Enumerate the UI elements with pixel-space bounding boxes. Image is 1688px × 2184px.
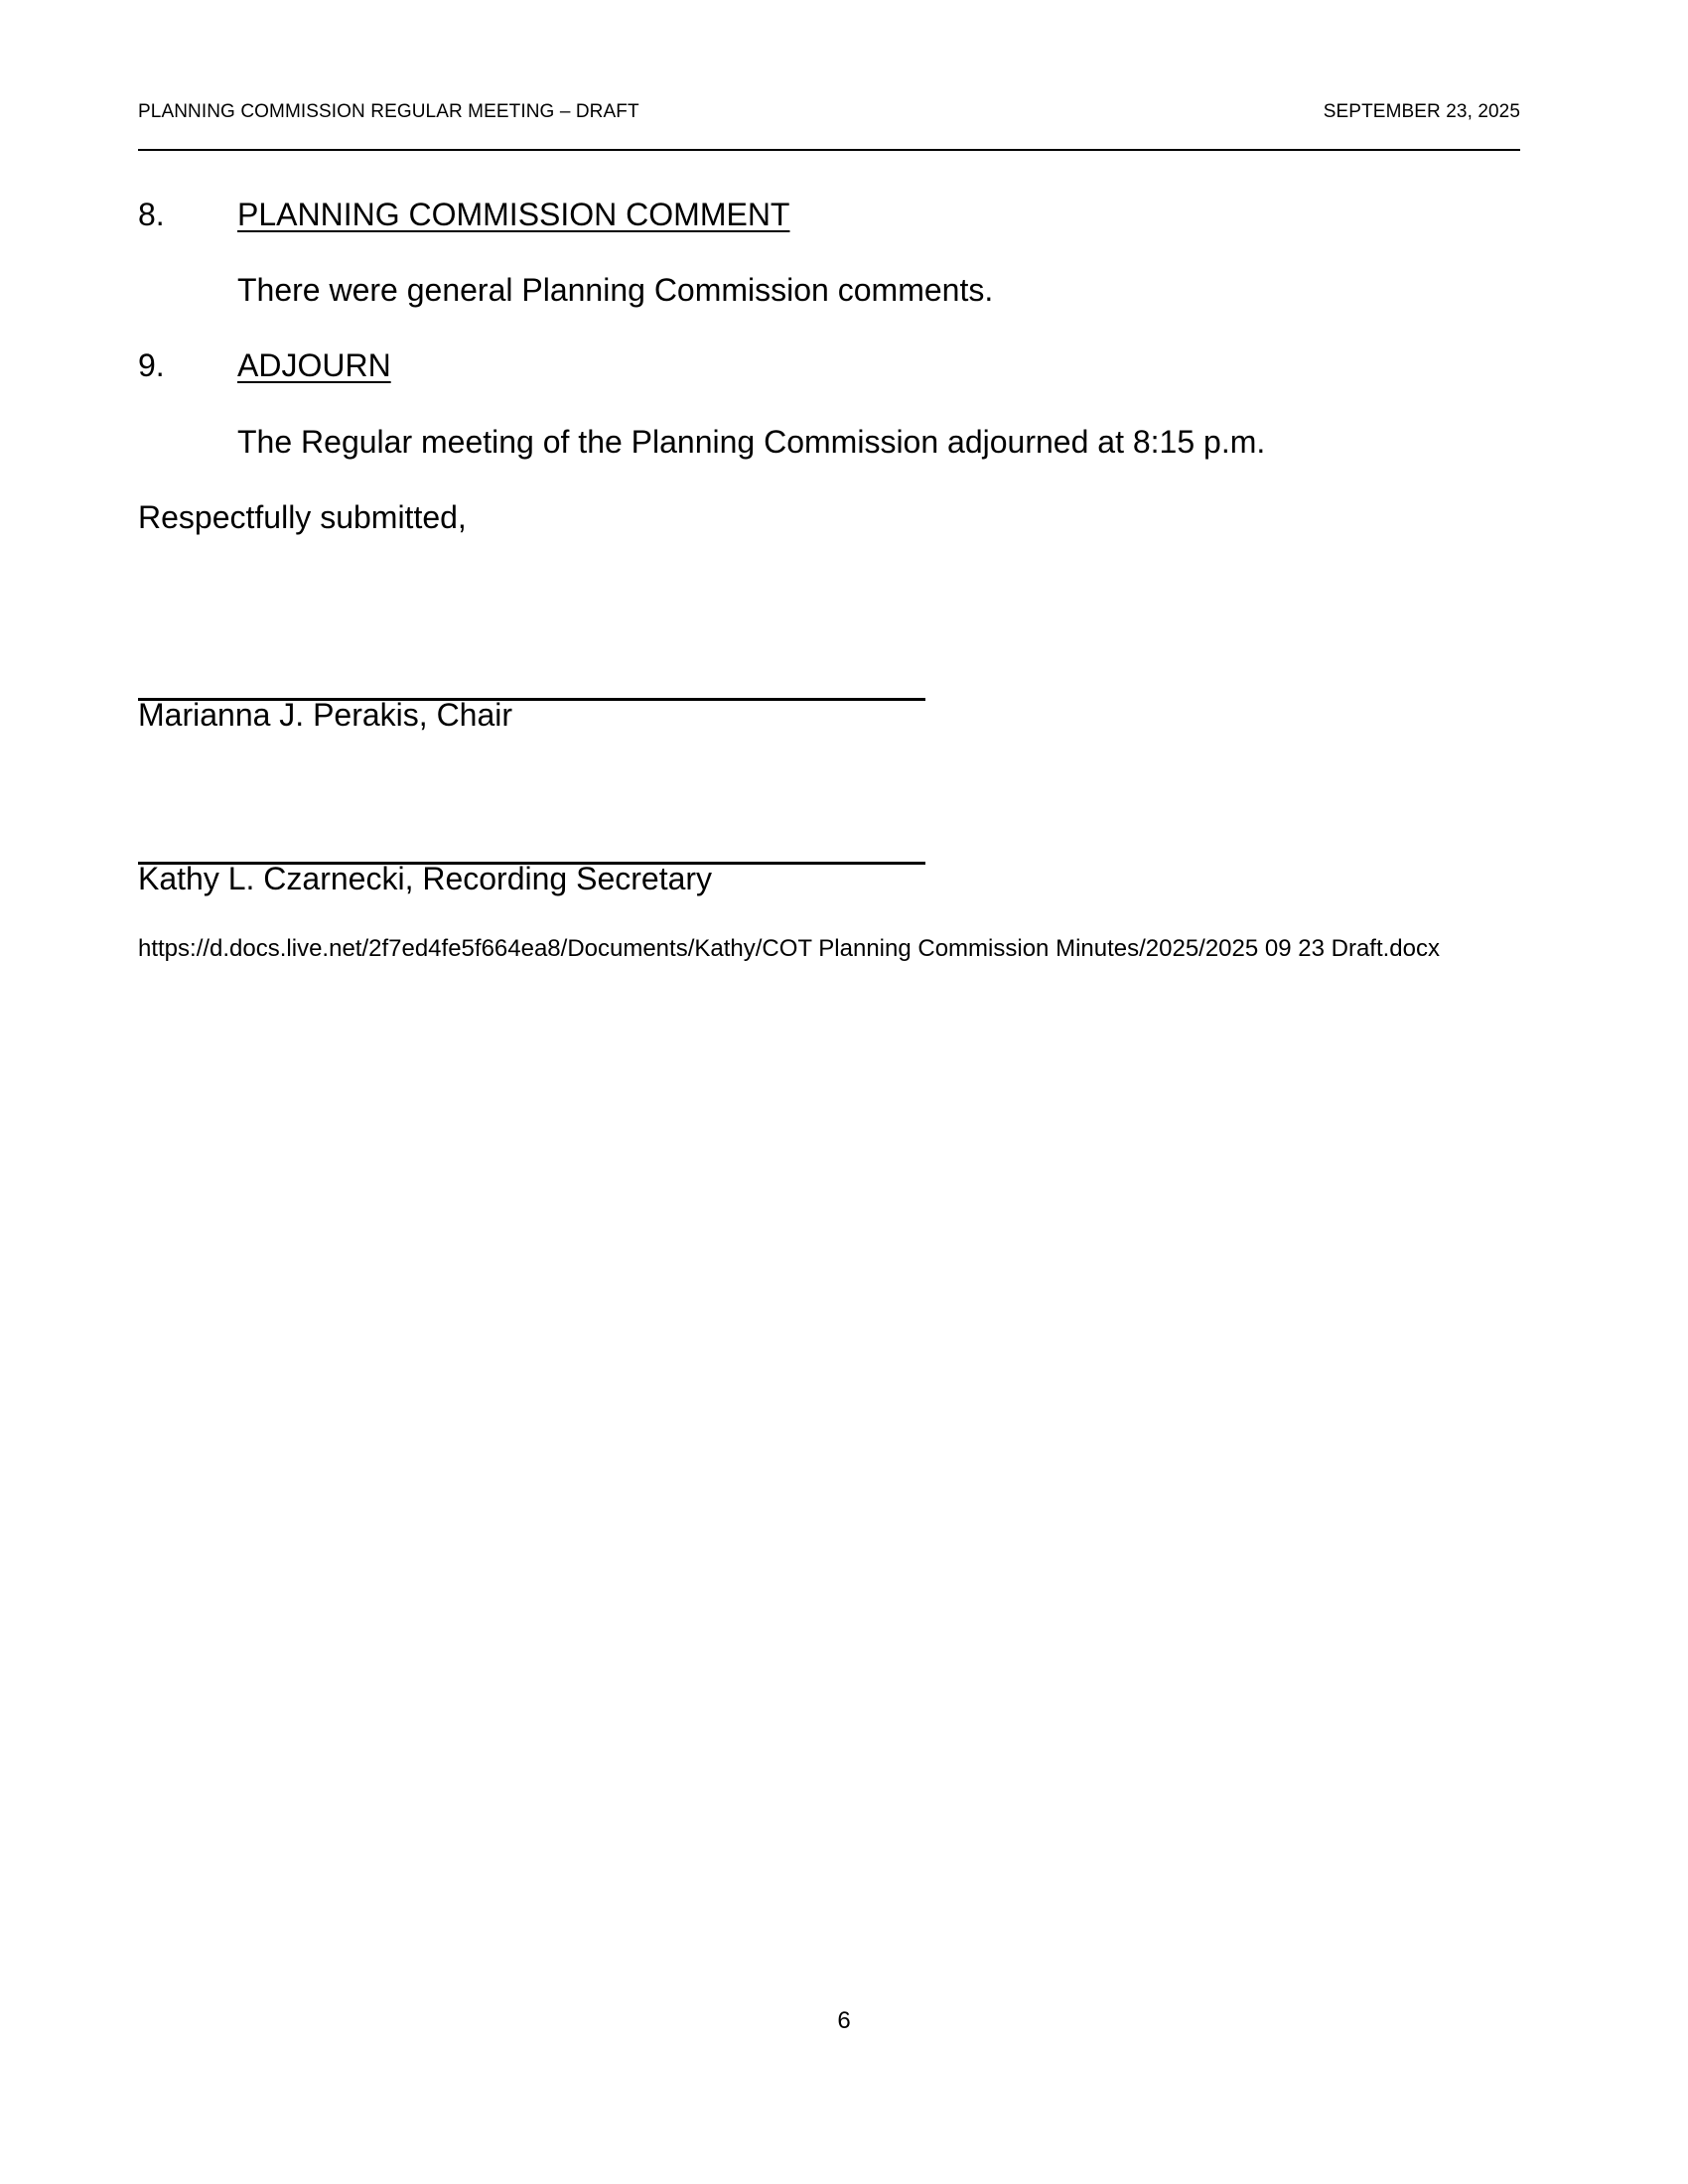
header-date: SEPTEMBER 23, 2025 [1323,101,1520,122]
section-8-body: There were general Planning Commission comments. [237,272,994,308]
header-divider [138,149,1520,151]
section-9-title: ADJOURN [237,347,391,383]
section-8-title: PLANNING COMMISSION COMMENT [237,197,790,232]
page-number: 6 [837,2007,851,2034]
section-9-body: The Regular meeting of the Planning Commission adjourned at 8:15 p.m. [237,424,1266,460]
file-path: https://d.docs.live.net/2f7ed4fe5f664ea8/Documents/Kathy/COT Planning Commission Minutes/2025/2025 09 23 Draft.docx [138,935,1440,962]
signature-name-secretary: Kathy L. Czarnecki, Recording Secretary [138,861,713,896]
page-header [138,101,1520,129]
signature-name-chair: Marianna J. Perakis, Chair [138,697,513,733]
section-8-number: 8. [138,197,165,232]
section-9-number: 9. [138,347,165,383]
closing-text: Respectfully submitted, [138,499,467,535]
header-title: PLANNING COMMISSION REGULAR MEETING – DRAFT [138,101,639,122]
